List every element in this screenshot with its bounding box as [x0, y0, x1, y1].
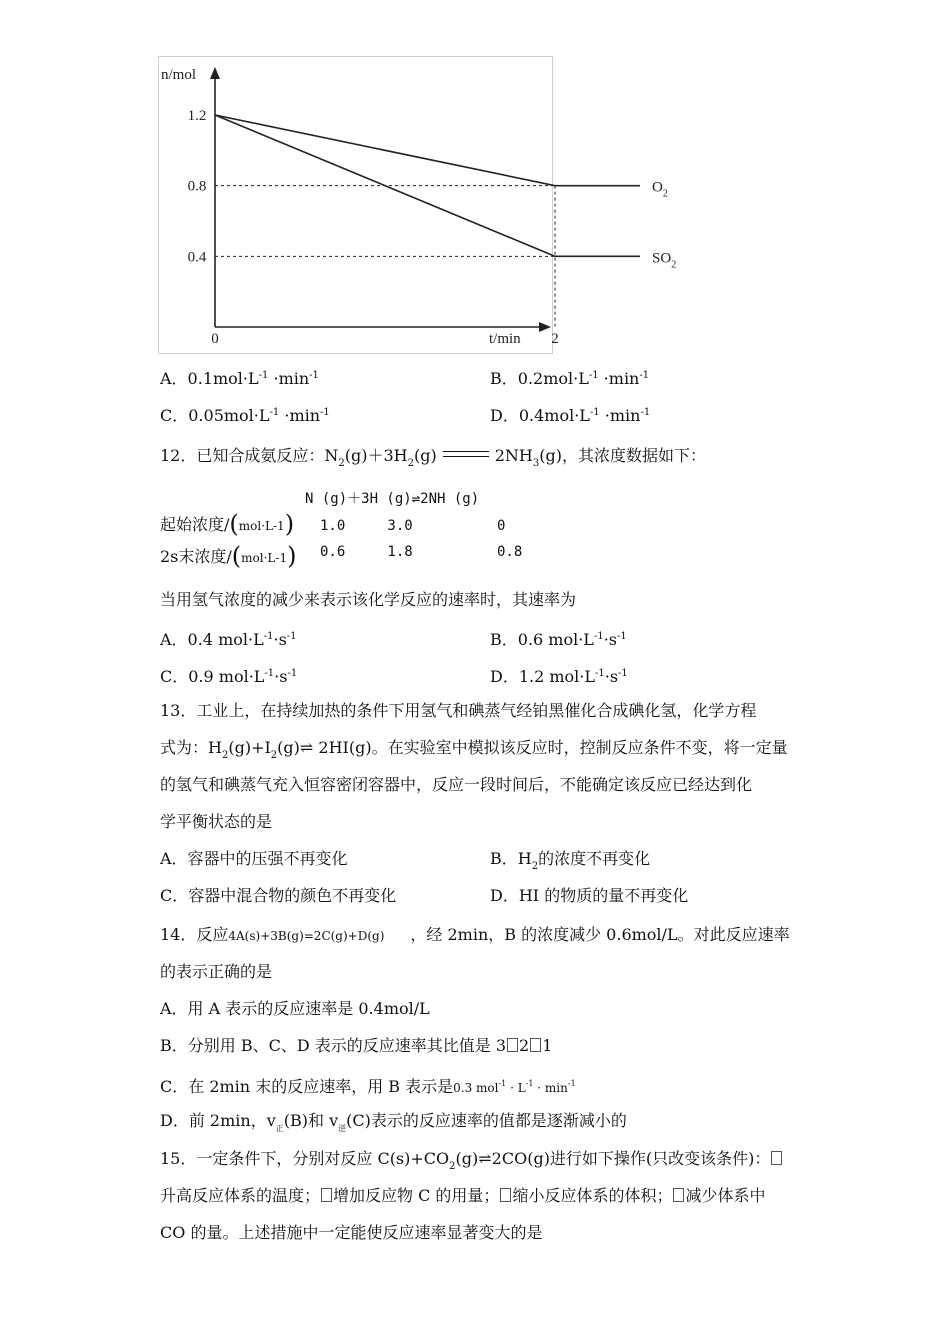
series-label-o2: $O_2$ — [652, 179, 668, 200]
ratio-separator-icon — [530, 1038, 541, 1052]
circled-number-icon — [500, 1188, 511, 1202]
q12-option-b: B．0.6 $mol\cdot L^{-1}\cdot s^{-1}$ — [490, 630, 627, 649]
origin-label: 0 — [211, 331, 219, 347]
circled-number-icon — [771, 1151, 782, 1165]
q12-row2-label: 2s末浓度/(mol·L-1) — [160, 542, 297, 570]
q14-option-c: C．在 2min 末的反应速率，用 B 表示是0.3 $mol^{-1} \cdot L^{-1} \cdot \min^{-1}$ — [160, 1077, 576, 1096]
q11-option-a: A．$0.1mol\cdot L^{-1} \cdot\min^{-1}$ — [160, 369, 319, 388]
q12-stem: 12．已知合成氨反应：$N_2(g)+3H_2(g)$ $2NH_3(g)$，其浓度数据如下： — [160, 446, 706, 469]
q12-option-d: D．1.2 $mol\cdot L^{-1}\cdot s^{-1}$ — [490, 667, 628, 686]
q13-line4: 学平衡状态的是 — [160, 812, 273, 831]
q12-option-a: A．0.4 $mol\cdot L^{-1}\cdot s^{-1}$ — [160, 630, 297, 649]
q14-option-b: B．分别用 B、C、D 表示的反应速率其比值是 3 2 1 — [160, 1036, 553, 1055]
q12-option-c: C．0.9 $mol\cdot L^{-1}\cdot s^{-1}$ — [160, 667, 298, 686]
chart-figure — [158, 56, 677, 354]
chart-svg — [159, 57, 677, 355]
q14-option-a: A．用 A 表示的反应速率是 0.4mol/L — [160, 999, 430, 1018]
y-axis-label: n/mol — [161, 67, 197, 83]
q11-option-b: B．$0.2mol\cdot L^{-1} \cdot\min^{-1}$ — [490, 369, 650, 388]
y-tick-label: 1.2 — [187, 108, 207, 124]
q13-option-d: D．HI 的物质的量不再变化 — [490, 886, 689, 905]
q13-line1: 13．工业上，在持续加热的条件下用氢气和碘蒸气经铂黑催化合成碘化氢，化学方程 — [160, 701, 757, 720]
q12-row1-values: 1.0 3.0 0 — [320, 518, 506, 534]
q14-line2: 的表示正确的是 — [160, 962, 273, 981]
y-tick-label: 0.4 — [187, 249, 207, 266]
series-line-o2 — [215, 115, 640, 186]
series-label-so2: $SO_2$ — [652, 250, 677, 271]
y-tick-label: 0.8 — [187, 178, 207, 195]
q14-option-d: D．前 2min，$v_正(B)$和 $v_逆(C)$表示的反应速率的值都是逐渐减小的 — [160, 1111, 627, 1133]
y-axis-arrow — [210, 67, 220, 79]
q13-line2: 式为：$H_2(g)+I_2(g)\rightleftharpoons$ 2HI(g)。在实验室中模拟该反应时，控制反应条件不变，将一定量 — [160, 738, 788, 761]
q12-row2-values: 0.6 1.8 0.8 — [320, 544, 523, 560]
q12-table-header: N (g)＋3H (g)⇌2NH (g) — [305, 491, 480, 507]
q11-option-d: D．$0.4mol\cdot L^{-1} \cdot\min^{-1}$ — [490, 406, 651, 425]
q15-line3: CO 的量。上述措施中一定能使反应速率显著变大的是 — [160, 1223, 543, 1242]
x-axis-label: t/min — [489, 331, 521, 347]
equilibrium-arrow-icon — [443, 449, 489, 459]
q12-row1-label: 起始浓度/(mol·L-1) — [160, 510, 295, 538]
q15-line1: 15．一定条件下，分别对反应 $C(s)+CO_2(g)\rightleftharpoons 2CO(g)$进行如下操作(只改变该条件)： — [160, 1148, 783, 1178]
q13-option-a: A．容器中的压强不再变化 — [160, 849, 348, 868]
x-axis-arrow — [539, 322, 551, 332]
circled-number-icon — [321, 1188, 332, 1202]
q13-option-b: B．$H_2$的浓度不再变化 — [490, 849, 651, 872]
q12-question: 当用氢气浓度的减少来表示该化学反应的速率时，其速率为 — [160, 590, 577, 609]
q13-line3: 的氢气和碘蒸气充入恒容密闭容器中，反应一段时间后，不能确定该反应已经达到化 — [160, 775, 753, 794]
q15-line2: 升高反应体系的温度； 增加反应物 C 的用量； 缩小反应体系的体积； 减少体系中 — [160, 1186, 766, 1205]
circled-number-icon — [673, 1188, 684, 1202]
ratio-separator-icon — [507, 1038, 518, 1052]
q14-stem: 14．反应4A(s)+3B(g)=2C(g)+D(g) ，经 2min，B 的浓度减少 0.6mol/L。对此反应速率 — [160, 925, 790, 944]
x-tick-label: 2 — [551, 331, 559, 347]
q13-option-c: C．容器中混合物的颜色不再变化 — [160, 886, 397, 905]
q11-option-c: C．$0.05mol\cdot L^{-1} \cdot\min^{-1}$ — [160, 406, 330, 425]
